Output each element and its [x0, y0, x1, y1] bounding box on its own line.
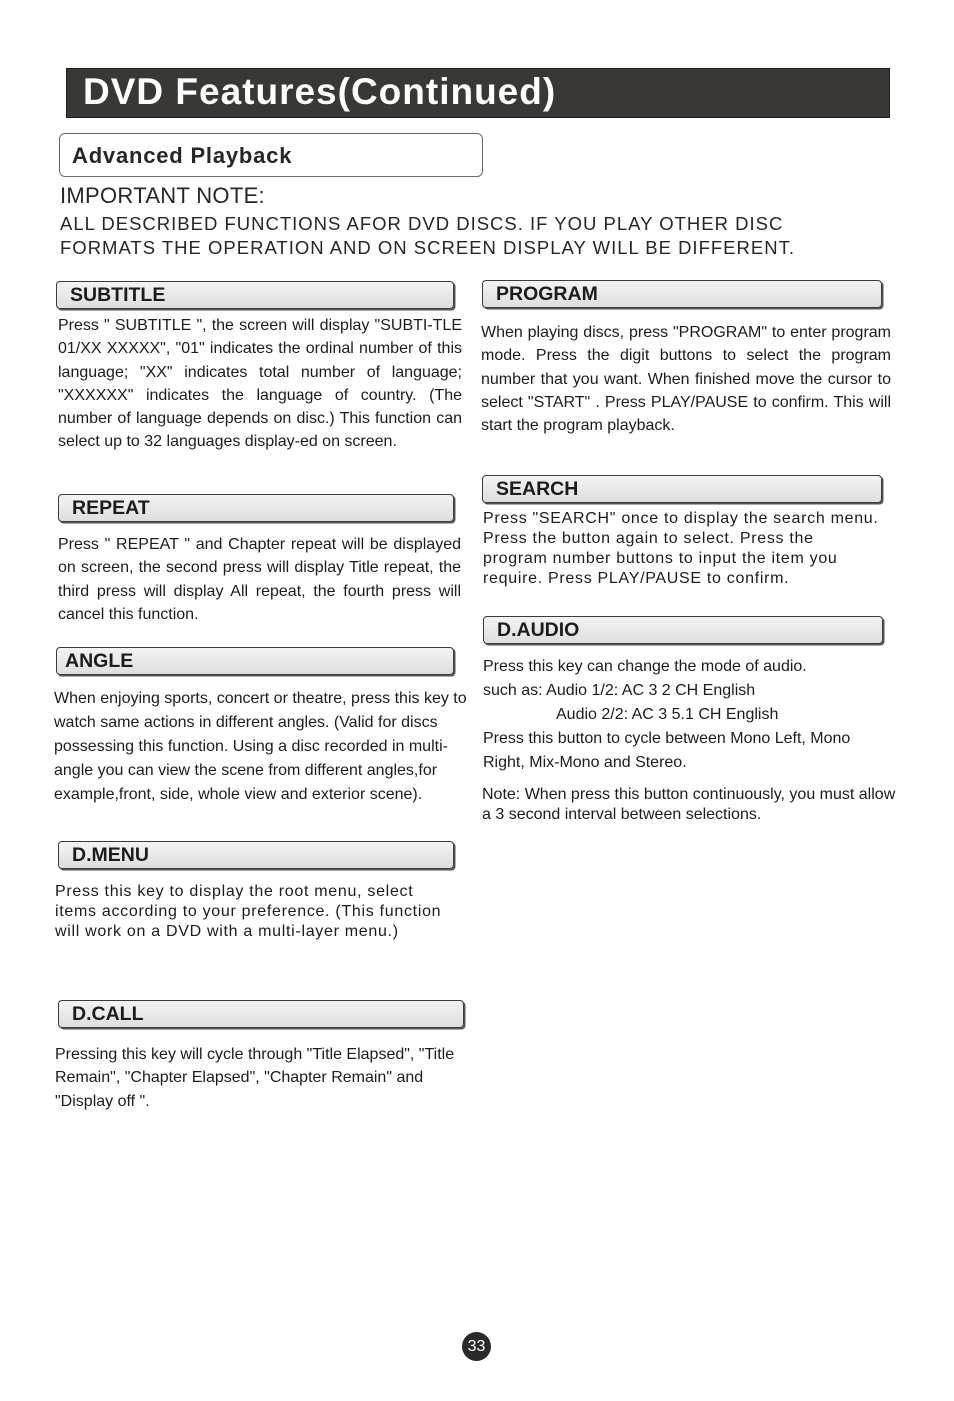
- daudio-header: [483, 616, 883, 644]
- repeat-body: Press " REPEAT " and Chapter repeat will be displayed on screen, the second press will display Title repeat, the third press will display All repeat, the fourth press will cancel this function.: [58, 536, 461, 623]
- daudio-line-5: Right, Mix-Mono and Stereo.: [483, 754, 687, 771]
- subtitle-body: Press " SUBTITLE ", the screen will display "SUBTI-TLE 01/XX XXXXX", "01" indicates the ordinal number of this language; "XX" indicates total number of language; "XXXXXX" indicates the language of country. (The number of language depends on disc.) This function can select up to 32 languages display-ed on screen.: [58, 317, 462, 451]
- program-body: When playing discs, press "PROGRAM" to enter program mode. Press the digit buttons to select the program number that you want. When finished move the cursor to select "START" . Press PLAY/PAUSE to confirm. This will start the program playback.: [481, 324, 891, 435]
- section-heading: Advanced Playback: [72, 143, 293, 168]
- program-label: PROGRAM: [496, 283, 598, 305]
- daudio-body: [483, 655, 903, 775]
- angle-label: ANGLE: [65, 650, 134, 672]
- dmenu-body: Press this key to display the root menu, select items according to your preference. (This function will work on a DVD with a multi-layer menu.): [55, 883, 442, 940]
- repeat-header: [58, 494, 454, 522]
- section-heading-box: [59, 133, 483, 177]
- subtitle-label: SUBTITLE: [70, 284, 166, 306]
- search-label: SEARCH: [496, 478, 579, 500]
- angle-body: When enjoying sports, concert or theatre, press this key to watch same actions in different angles. (Valid for discs possessing this function. Using a disc recorded in multi-angle you can view the scene from different angles,for example,front, side, whole view and exterior scene).: [54, 690, 467, 803]
- program-header: [482, 280, 882, 308]
- important-note-body: ALL DESCRIBED FUNCTIONS AFOR DVD DISCS. IF YOU PLAY OTHER DISC FORMATS THE OPERATION AND ON SCREEN DISPLAY WILL BE DIFFERENT.: [60, 213, 795, 258]
- dcall-header: [58, 1000, 464, 1028]
- daudio-line-1: Press this key can change the mode of audio.: [483, 658, 807, 675]
- angle-header: [56, 647, 454, 675]
- daudio-line-2: such as: Audio 1/2: AC 3 2 CH English: [483, 682, 756, 699]
- repeat-label: REPEAT: [72, 497, 150, 519]
- dmenu-header: [58, 841, 454, 869]
- daudio-line-3: Audio 2/2: AC 3 5.1 CH English: [556, 706, 779, 723]
- dcall-body: Pressing this key will cycle through "Title Elapsed", "Title Remain", "Chapter Elapsed", "Chapter Remain" and "Display off ".: [55, 1046, 455, 1110]
- page-number: 33: [462, 1332, 491, 1361]
- subtitle-header: [56, 281, 454, 309]
- daudio-line-4: Press this button to cycle between Mono Left, Mono: [483, 730, 851, 747]
- dcall-label: D.CALL: [72, 1003, 144, 1025]
- dmenu-label: D.MENU: [72, 844, 149, 866]
- important-note-title: IMPORTANT NOTE:: [60, 183, 265, 208]
- page-title: DVD Features(Continued): [83, 71, 557, 112]
- daudio-label: D.AUDIO: [497, 619, 580, 641]
- search-header: [482, 475, 882, 503]
- daudio-note: Note: When press this button continuously, you must allow a 3 second interval between selections.: [482, 786, 896, 823]
- page-title-bar: [66, 68, 890, 118]
- search-body: Press "SEARCH" once to display the search menu. Press the button again to select. Press the program number buttons to input the item you require. Press PLAY/PAUSE to confirm.: [483, 510, 879, 587]
